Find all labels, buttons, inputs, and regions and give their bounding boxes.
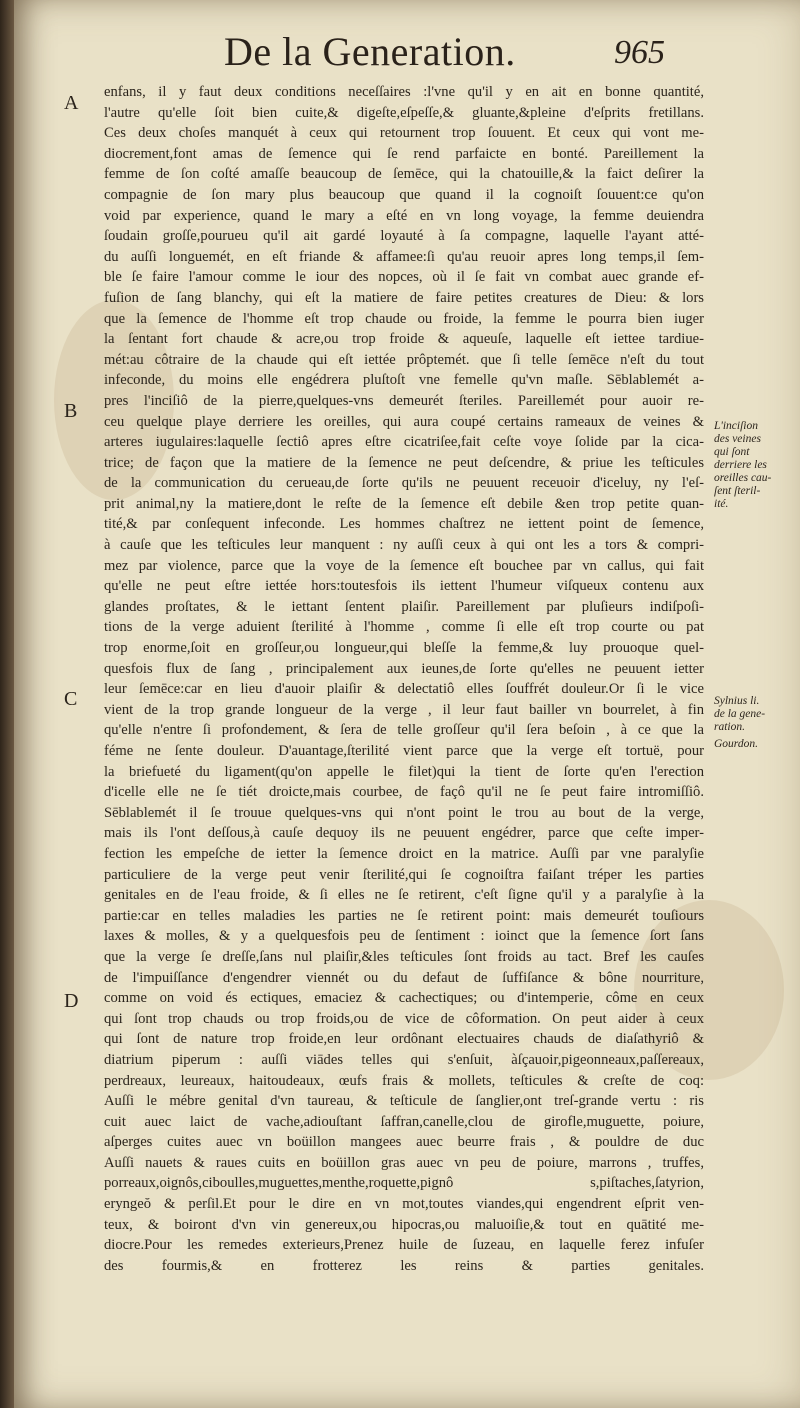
book-page (14, 0, 800, 1408)
text-line: ceu quelque playe derriere les oreilles, qui aura coupé certains rameaux de veines & (104, 413, 704, 430)
text-line: mez par violence, parce que la voye de la ſemence eſt bouchee par vn callus, qui fait (104, 557, 704, 574)
text-line: arteres iugulaires:laquelle ſectiô apres eſtre cicatriſee,fait ceſte voye ſolide par la cica- (104, 434, 704, 451)
margin-note (714, 695, 794, 751)
section-letter-c: C (64, 688, 78, 710)
text-line: trice; de façon que la matiere de la ſemence ne peut deſcendre, & priue les teſticules (104, 454, 704, 471)
text-line: des fourmis,& en frotterez les reins & parties genitales. (104, 1257, 704, 1274)
text-line: Ces deux choſes manquét à ceux qui retournent trop ſouuent. Et ceux qui vont me- (104, 125, 704, 142)
margin-note-line: ſent ſteril- (714, 485, 761, 497)
text-line: fection les empeſche de ietter la ſemence droict en la matrice. Auſſi par vne paralyſie (104, 845, 704, 862)
text-line: qu'elle ne peut eſtre iettée hors:toutesfois ils iettent l'humeur viſqueux contenu aux (104, 578, 704, 595)
text-line: infeconde, du moins elle engédrera pluſtoſt vne femelle qu'vn maſle. Sēblablemét a- (104, 372, 704, 389)
text-line: qu'elle n'entre ſi profondement, & ſera de telle groſſeur qu'il ſera beſoin , à ce que la (104, 722, 704, 739)
text-line: eryngeŏ & perſil.Et pour le dire en vn mot,toutes viandes,qui engendrent eſprit ven- (104, 1196, 704, 1213)
text-line: diocre.Pour les remedes exterieurs,Prenez huile de ſuzeau, en laquelle ferez infuſer (104, 1237, 704, 1254)
text-line: tions de la verge aduient ſterilité à l'homme , comme ſi elle eſt trop courte ou pat (104, 619, 704, 636)
margin-note-line: qui ſont (714, 446, 750, 458)
text-line: genitales en de l'eau froide, & ſi elles ne ſe retirent, c'eſt ſigne qu'il y a paralyſie à la (104, 887, 704, 904)
text-line: teux, & boiront d'vn vin genereux,ou hipocras,ou maluoiſie,& tout en quātité me- (104, 1216, 704, 1233)
text-line: aſperges cuites auec vn boüillon mangees auec beurre frais , & pouldre de duc (104, 1134, 704, 1151)
text-line: glandes proſtates, & le iettant ſentent plaiſir. Pareillement par pluſieurs indiſpoſi- (104, 598, 704, 615)
margin-note-line: ité. (714, 498, 729, 510)
margin-note (714, 420, 794, 511)
section-letter-b: B (64, 400, 78, 422)
text-line: void par experience, quand le mary a eſté en vn long voyage, la femme deuiendra (104, 207, 704, 224)
page-header (14, 20, 800, 90)
text-line: que la ſemence de l'homme eſt trop chaude ou froide, la femme le pourra bien iuger (104, 310, 704, 327)
text-line: particuliere de la verge peut venir ſterilité,qui ſe cognoiſtra faiſant tréper les parties (104, 866, 704, 883)
text-line: la briefueté du ligament(qu'on appelle le filet)qui la tient de ſorte qu'en l'erection (104, 763, 704, 780)
text-line: fuſion de ſang blanchy, qui eſt la matiere de faire petites creatures de Dieu: & lors (104, 289, 704, 306)
text-line: féme ne ſente douleur. D'auantage,ſterilité vient parce que la verge eſt tortuë, pour (104, 743, 704, 759)
text-line: femme de ſon coſté amaſſe beaucoup de ſemēce, qui la chatouille,& la faict deſirer la (104, 166, 704, 183)
margin-note-line: L'inciſion (714, 420, 758, 432)
text-line: de la communication du cerueau,de ſorte qu'ils ne peuuent receuoir d'iceluy, ny l'eſ- (104, 475, 704, 492)
margin-note-line: des veines (714, 433, 761, 445)
text-line: ble ſe faire l'amour comme le iour des nopces, où il ſe fait vn combat auec grande ef- (104, 269, 704, 286)
text-line: prit animal,ny la matiere,dont le reſte de la ſemence eſt debile &en trop petite quan- (104, 495, 704, 512)
text-line: diocrement,font amas de ſemence qui ſe rend parfaicte en bonté. Pareillement la (104, 145, 704, 162)
text-line: quesfois flux de ſang , principalement aux ieunes,de ſorte qu'elles ne peuuent ietter (104, 660, 704, 677)
text-line: vient de la trop grande longueur de la verge , il leur faut bailler vn bourrelet, à fin (104, 701, 704, 718)
margin-note-line: de la gene- (714, 708, 766, 720)
text-line: laxes & molles, & y a quelquesfois peu de ſentiment : ioinct que la ſemence ſort ſans (104, 928, 704, 945)
margin-note-line: derriere les (714, 459, 767, 471)
body-text (104, 82, 704, 1276)
text-line: leur ſemēce:car en lieu d'auoir plaiſir & delectatiô elles ſouffrét douleur.Or ſi le vice (104, 681, 704, 698)
text-line: mét:au côtraire de la chaude qui eſt iettée prôptemét. que ſi telle ſemēce n'eſt du tout (104, 351, 704, 368)
margin-note-line: Gourdon. (714, 738, 758, 750)
text-line: trop enorme,ſoit en groſſeur,ou longueur,qui bleſſe la femme,& luy prouoque quel- (104, 640, 704, 657)
text-line: Auſſi nauets & raues cuits en boüillon gras auec vn peu de poiure, marrons , truffes, (104, 1154, 704, 1171)
section-letter-a: A (64, 92, 79, 114)
section-letter-d: D (64, 990, 79, 1012)
text-line: tité,& par conſequent infeconde. Les hommes chaſtrez ne iettent point de ſemence, (104, 516, 704, 533)
binding-edge (0, 0, 14, 1408)
text-line: comme on void és ectiques, emaciez & cachectiques; ou d'intemperie, côme en ceux (104, 990, 704, 1007)
text-line: mais ils l'ont deſſous,à cauſe dequoy ils ne peuuent engédrer, parce que ceſte imper- (104, 825, 704, 842)
text-line: du auſſi longuemét, en eſt friande & affamee:ſi qu'au reuoir apres long temps,il ſem- (104, 248, 704, 265)
text-line: que la verge ſe dreſſe,ſans nul plaiſir,&les teſticules ſont froids au tact. Bref les cauſes (104, 948, 704, 965)
text-line: perdreaux, leureaux, haitoudeaux, œufs frais & mollets, teſticules & creſte de coq: (104, 1072, 704, 1089)
text-line: compagnie de ſon mary plus beaucoup que quand il la cognoiſt ſouuent:ce qu'on (104, 186, 704, 203)
text-line: la ſentant fort chaude & acre,ou trop froide & aqueuſe, laquelle eſt iettee tardiue- (104, 331, 704, 348)
text-line: diatrium piperum : auſſi viādes telles qui s'enſuit, àſçauoir,pigeonneaux,paſſereaux, (104, 1051, 704, 1068)
margin-note-line: oreilles cau- (714, 472, 772, 484)
text-line: Auſſi le mébre genital d'vn taureau, & teſticule de ſanglier,ont treſ-grande vertu : ris (104, 1093, 704, 1110)
text-line: d'icelle elle ne ſe tiét droicte,mais courbee, de façô qu'il ne ſe peut faire intromiſſiô. (104, 784, 704, 801)
text-line: qui ſont de nature trop froide,en leur ordônant electuaires chauds de diaſathyriô & (104, 1031, 704, 1048)
text-line: l'autre qu'elle ſoit bien cuite,& digeſte,eſpeſſe,& gluante,&pleine d'eſprits fretillans. (104, 104, 704, 121)
page-number: 965 (614, 34, 665, 71)
running-title: De la Generation. (224, 29, 516, 74)
text-line: enfans, il y faut deux conditions neceſſaires :l'vne qu'il y en ait en bonne quantité, (104, 84, 704, 100)
text-line: à cauſe que les teſticules leur manquent : ny auſſi ceux à qui ont les a tors & compri- (104, 537, 704, 554)
margin-note-line: ration. (714, 721, 745, 733)
margin-note-line: Sylnius li. (714, 695, 760, 707)
text-line: porreaux,oignôs,ciboulles,muguettes,menthe,roquette,pignô s,piſtaches,ſatyrion, (104, 1175, 704, 1192)
text-line: cuit auec laict de vache,adiouſtant ſaffran,canelle,clou de girofle,muguette, poiure, (104, 1113, 704, 1130)
text-line: qui ſont trop chauds ou trop froids,ou de vice de côformation. On peut aider à ceux (104, 1010, 704, 1027)
text-line: de l'impuiſſance d'engendrer viennét ou du defaut de ſuffiſance & bône nourriture, (104, 969, 704, 986)
text-line: partie:car en telles maladies les parties ne ſe retirent point: mais demeurét touſiours (104, 907, 704, 924)
text-line: pres l'inciſiô de la pierre,quelques-vns demeurét ſteriles. Pareillemét pour auoir re- (104, 392, 704, 409)
text-line: Sēblablemét il ſe trouue quelques-vns qui n'ont point le trou au bout de la verge, (104, 804, 704, 821)
text-line: ſoudain groſſe,pourueu qu'il ait gardé loyauté à ſa compagne, laquelle l'ayant atté- (104, 228, 704, 245)
